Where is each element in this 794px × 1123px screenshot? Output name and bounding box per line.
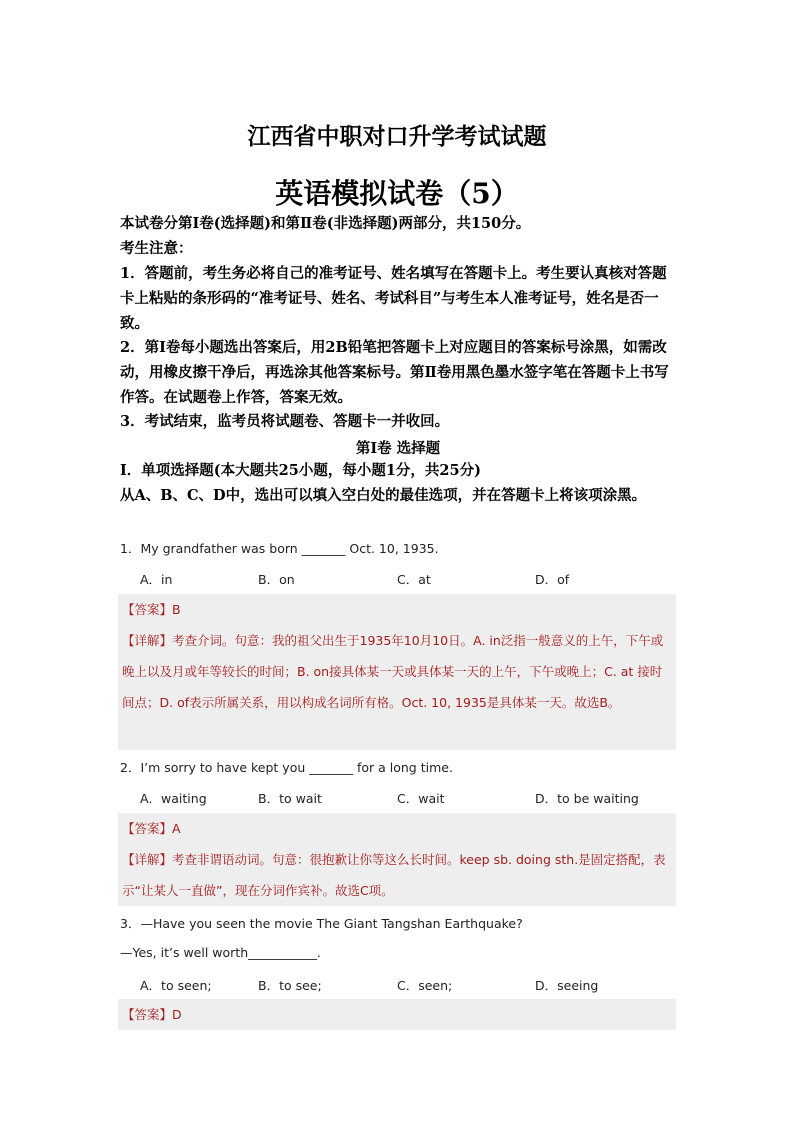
answer-detail: 【详解】考查非谓语动词。句意：很抱歉让你等这么长时间。keep sb. doing sth.是固定搭配，表示“让某人一直做”，现在分词作宾补。故选C项。	[122, 852, 666, 898]
option-a: A．in	[140, 572, 173, 587]
answer-box	[118, 999, 676, 1030]
notice-label: 考生注意：	[120, 240, 193, 257]
option-a: A．waiting	[140, 791, 207, 806]
option-b: B．to see;	[258, 978, 322, 993]
option-d: D．seeing	[535, 978, 599, 993]
part-title: Ⅰ．单项选择题(本大题共25小题，每小题1分，共25分)	[120, 462, 481, 479]
option-a: A．to seen;	[140, 978, 212, 993]
answer-text: 【答案】D	[122, 1007, 182, 1022]
section-heading: 第Ⅰ卷 选择题	[355, 440, 441, 457]
option-d: D．to be waiting	[535, 791, 639, 806]
notice-item-3: 3．考试结束，监考员将试题卷、答题卡一并收回。	[120, 413, 450, 430]
option-d: D．of	[535, 572, 570, 587]
answer-box	[118, 813, 676, 906]
answer-text: 【答案】A	[122, 821, 181, 836]
answer-detail: 【详解】考查介词。句意：我的祖父出生于1935年10月10日。A. in泛指一般意义的上午，下午或晚上以及月或年等较长的时间；B. on接具体某一天或具体某一天的上午，下午或晚上；C. at 接时间点；D. of表示所属关系，用以构成名词所有格。Oct. 10, 1935是具体某一天。故选B。	[122, 633, 664, 710]
answer-text: 【答案】B	[122, 602, 181, 617]
exam-title: 江西省中职对口升学考试试题	[247, 123, 547, 150]
option-c: C．at	[397, 572, 431, 587]
part-instruction: 从A、B、C、D中，选出可以填入空白处的最佳选项，并在答题卡上将该项涂黑。	[120, 487, 647, 504]
notice-item-2: 2．第Ⅰ卷每小题选出答案后，用2B铅笔把答题卡上对应题目的答案标号涂黑，如需改动，用橡皮擦干净后，再选涂其他答案标号。第Ⅱ卷用黑色墨水签字笔在答题卡上书写作答。在试题卷上作答，答案无效。	[120, 339, 669, 406]
option-c: C．wait	[397, 791, 445, 806]
notice-item-1: 1．答题前，考生务必将自己的准考证号、姓名填写在答题卡上。考生要认真核对答题卡上粘贴的条形码的“准考证号、姓名、考试科目”与考生本人准考证号，姓名是否一致。	[120, 265, 667, 332]
question-stem: 3．—Have you seen the movie The Giant Tangshan Earthquake?	[120, 916, 523, 931]
question-stem: 1．My grandfather was born _______ Oct. 10, 1935.	[120, 541, 439, 556]
answer-box	[118, 594, 676, 750]
question-stem: 2．I’m sorry to have kept you _______ for a long time.	[120, 760, 453, 775]
option-c: C．seen;	[397, 978, 453, 993]
option-b: B．on	[258, 572, 295, 587]
question-stem-reply: —Yes, it’s well worth___________.	[120, 945, 321, 960]
exam-subtitle: 英语模拟试卷（5）	[275, 177, 519, 210]
intro-line: 本试卷分第Ⅰ卷(选择题)和第Ⅱ卷(非选择题)两部分，共150分。	[120, 215, 531, 232]
option-b: B．to wait	[258, 791, 322, 806]
